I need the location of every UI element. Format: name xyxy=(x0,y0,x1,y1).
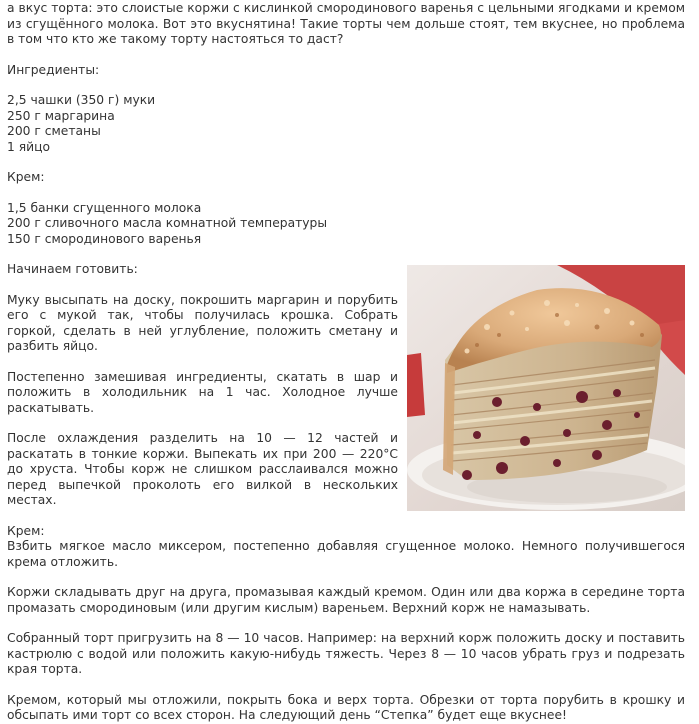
cream-ingredient-item: 150 г смородинового варенья xyxy=(7,231,202,246)
assembly-paragraph: Собранный торт пригрузить на 8 — 10 часов. Например: на верхний корж положить доску и поставить кастрюлю с водой или положить какую-нибудь тяжесть. Через 8 — 10 часов убрать груз и подрезать края торта. xyxy=(7,631,685,676)
cake-slice-photo xyxy=(407,265,685,511)
cream-ingredient-item: 200 г сливочного масла комнатной температуры xyxy=(7,216,328,230)
ingredient-item: 2,5 чашки (350 г) муки xyxy=(7,93,156,107)
start-heading: Начинаем готовить: xyxy=(7,262,138,276)
ingredients-list xyxy=(7,93,685,155)
assembly-paragraph: Кремом, который мы отложили, покрыть бока и верх торта. Обрезки от торта порубить в крошку и обсыпать ими торт со всех сторон. На следующий день “Степка” будет еще вкуснее! xyxy=(7,692,685,722)
intro-paragraph: а вкус торта: это слоистые коржи с кислинкой смородинового варенья с цельными ягодками и кремом из сгущённого молока. Вот это вкуснятина! Такие торты чем дольше стоят, тем вкуснее, но проблема в том что кто же такому торту настояться то даст? xyxy=(7,1,685,46)
recipe-article xyxy=(7,0,685,724)
step-paragraph: Муку высыпать на доску, покрошить маргарин и порубить его с мукой так, чтобы получилась крошка. Собрать горкой, сделать в ней углубление, положить сметану и разбить яйцо. xyxy=(7,292,398,353)
cream-step-heading: Крем: xyxy=(7,523,45,538)
ingredient-item: 200 г сметаны xyxy=(7,124,101,138)
cake-photo-image xyxy=(407,265,685,511)
cream-heading: Крем: xyxy=(7,170,45,184)
ingredients-heading: Ингредиенты: xyxy=(7,62,100,77)
step-paragraph: После охлаждения разделить на 10 — 12 частей и раскатать в тонкие коржи. Выпекать их при 200 — 220°C до хруста. Чтобы корж не слишком расслаивался можно перед выпечкой проколоть его вилкой в нескольких местах. xyxy=(7,431,398,507)
step-paragraph: Постепенно замешивая ингредиенты, скатать в шар и положить в холодильник на 1 час. Холодное лучше раскатывать. xyxy=(7,369,398,415)
assembly-paragraph: Коржи складывать друг на друга, промазывая каждый кремом. Один или два коржа в середине торта промазать смородиновым (или другим кислым) вареньем. Верхний корж не намазывать. xyxy=(7,585,685,615)
cream-ingredients-list xyxy=(7,201,685,248)
cream-ingredient-item: 1,5 банки сгущенного молока xyxy=(7,200,202,215)
cream-step-paragraph: Взбить мягкое масло миксером, постепенно добавляя сгущенное молоко. Немного получившегося крема отложить. xyxy=(7,539,685,569)
ingredient-item: 250 г маргарина xyxy=(7,108,115,123)
ingredient-item: 1 яйцо xyxy=(7,139,51,154)
